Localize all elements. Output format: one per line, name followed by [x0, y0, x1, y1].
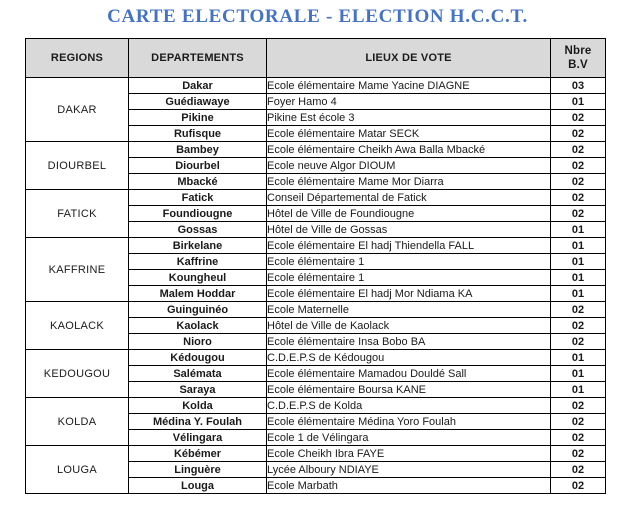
departement-cell: Kaffrine [129, 254, 267, 270]
nbre-bv-cell: 01 [551, 270, 606, 286]
region-cell: DAKAR [26, 78, 129, 142]
nbre-bv-cell: 02 [551, 142, 606, 158]
lieu-de-vote-cell: Hôtel de Ville de Kaolack [267, 318, 551, 334]
nbre-bv-cell: 01 [551, 286, 606, 302]
lieu-de-vote-cell: Ecole Maternelle [267, 302, 551, 318]
lieu-de-vote-cell: Ecole Cheikh Ibra FAYE [267, 446, 551, 462]
lieu-de-vote-cell: Ecole élémentaire Insa Bobo BA [267, 334, 551, 350]
table-row [26, 446, 606, 462]
nbre-bv-cell: 02 [551, 318, 606, 334]
nbre-bv-cell: 02 [551, 462, 606, 478]
nbre-bv-cell: 01 [551, 382, 606, 398]
departement-cell: Gossas [129, 222, 267, 238]
lieu-de-vote-cell: Ecole élémentaire El hadj Mor Ndiama KA [267, 286, 551, 302]
lieu-de-vote-cell: Foyer Hamo 4 [267, 94, 551, 110]
electoral-table-container [25, 38, 605, 494]
lieu-de-vote-cell: Conseil Départemental de Fatick [267, 190, 551, 206]
nbre-bv-cell: 01 [551, 350, 606, 366]
departement-cell: Kébémer [129, 446, 267, 462]
lieu-de-vote-cell: Ecole élémentaire El hadj Thiendella FALL [267, 238, 551, 254]
departement-cell: Kédougou [129, 350, 267, 366]
region-cell: LOUGA [26, 446, 129, 494]
departement-cell: Salémata [129, 366, 267, 382]
lieu-de-vote-cell: Hôtel de Ville de Gossas [267, 222, 551, 238]
departement-cell: Rufisque [129, 126, 267, 142]
departement-cell: Guédiawaye [129, 94, 267, 110]
region-cell: KAOLACK [26, 302, 129, 350]
lieu-de-vote-cell: Ecole élémentaire Boursa KANE [267, 382, 551, 398]
region-cell: KAFFRINE [26, 238, 129, 302]
electoral-table [25, 38, 606, 494]
lieu-de-vote-cell: Pikine Est école 3 [267, 110, 551, 126]
table-row [26, 398, 606, 414]
region-cell: FATICK [26, 190, 129, 238]
lieu-de-vote-cell: Ecole élémentaire 1 [267, 270, 551, 286]
departement-cell: Nioro [129, 334, 267, 350]
lieu-de-vote-cell: Ecole élémentaire Matar SECK [267, 126, 551, 142]
region-cell: DIOURBEL [26, 142, 129, 190]
nbre-bv-cell: 02 [551, 334, 606, 350]
lieu-de-vote-cell: Ecole élémentaire 1 [267, 254, 551, 270]
lieu-de-vote-cell: Hôtel de Ville de Foundiougne [267, 206, 551, 222]
departement-cell: Foundiougne [129, 206, 267, 222]
departement-cell: Fatick [129, 190, 267, 206]
departement-cell: Saraya [129, 382, 267, 398]
departement-cell: Vélingara [129, 430, 267, 446]
nbre-bv-cell: 01 [551, 238, 606, 254]
departement-cell: Guinguinéo [129, 302, 267, 318]
nbre-bv-cell: 01 [551, 254, 606, 270]
column-header-regions: REGIONS [26, 39, 129, 78]
table-header-row [26, 39, 606, 78]
nbre-bv-cell: 02 [551, 398, 606, 414]
column-header-nbre-bv [551, 39, 606, 78]
lieu-de-vote-cell: Ecole élémentaire Mame Mor Diarra [267, 174, 551, 190]
departement-cell: Koungheul [129, 270, 267, 286]
lieu-de-vote-cell: Ecole élémentaire Mame Yacine DIAGNE [267, 78, 551, 94]
departement-cell: Birkelane [129, 238, 267, 254]
nbre-bv-cell: 01 [551, 94, 606, 110]
nbre-bv-cell: 02 [551, 110, 606, 126]
departement-cell: Bambey [129, 142, 267, 158]
lieu-de-vote-cell: C.D.E.P.S de Kédougou [267, 350, 551, 366]
column-header-nbre-bv-line2: B.V [568, 59, 588, 71]
departement-cell: Médina Y. Foulah [129, 414, 267, 430]
table-row [26, 78, 606, 94]
region-cell: KOLDA [26, 398, 129, 446]
table-header [26, 39, 606, 78]
nbre-bv-cell: 02 [551, 190, 606, 206]
departement-cell: Malem Hoddar [129, 286, 267, 302]
departement-cell: Louga [129, 478, 267, 494]
departement-cell: Kaolack [129, 318, 267, 334]
lieu-de-vote-cell: Ecole Marbath [267, 478, 551, 494]
column-header-lieux-de-vote: LIEUX DE VOTE [267, 39, 551, 78]
nbre-bv-cell: 02 [551, 478, 606, 494]
nbre-bv-cell: 02 [551, 302, 606, 318]
departement-cell: Mbacké [129, 174, 267, 190]
table-body [26, 78, 606, 494]
lieu-de-vote-cell: C.D.E.P.S de Kolda [267, 398, 551, 414]
lieu-de-vote-cell: Ecole élémentaire Médina Yoro Foulah [267, 414, 551, 430]
column-header-nbre-bv-line1: Nbre [564, 45, 592, 57]
departement-cell: Pikine [129, 110, 267, 126]
table-row [26, 142, 606, 158]
departement-cell: Diourbel [129, 158, 267, 174]
nbre-bv-cell: 01 [551, 222, 606, 238]
nbre-bv-cell: 02 [551, 446, 606, 462]
nbre-bv-cell: 02 [551, 126, 606, 142]
table-row [26, 350, 606, 366]
departement-cell: Dakar [129, 78, 267, 94]
column-header-departements: DEPARTEMENTS [129, 39, 267, 78]
nbre-bv-cell: 02 [551, 414, 606, 430]
table-row [26, 302, 606, 318]
nbre-bv-cell: 02 [551, 430, 606, 446]
departement-cell: Linguère [129, 462, 267, 478]
nbre-bv-cell: 02 [551, 206, 606, 222]
departement-cell: Kolda [129, 398, 267, 414]
table-row [26, 190, 606, 206]
table-row [26, 238, 606, 254]
lieu-de-vote-cell: Ecole élémentaire Cheikh Awa Balla Mbacké [267, 142, 551, 158]
page-title: CARTE ELECTORALE - ELECTION H.C.C.T. [107, 6, 528, 27]
region-cell: KEDOUGOU [26, 350, 129, 398]
nbre-bv-cell: 01 [551, 366, 606, 382]
nbre-bv-cell: 02 [551, 158, 606, 174]
nbre-bv-cell: 02 [551, 174, 606, 190]
lieu-de-vote-cell: Ecole 1 de Vélingara [267, 430, 551, 446]
nbre-bv-cell: 03 [551, 78, 606, 94]
lieu-de-vote-cell: Ecole neuve Algor DIOUM [267, 158, 551, 174]
lieu-de-vote-cell: Lycée Alboury NDIAYE [267, 462, 551, 478]
lieu-de-vote-cell: Ecole élémentaire Mamadou Douldé Sall [267, 366, 551, 382]
